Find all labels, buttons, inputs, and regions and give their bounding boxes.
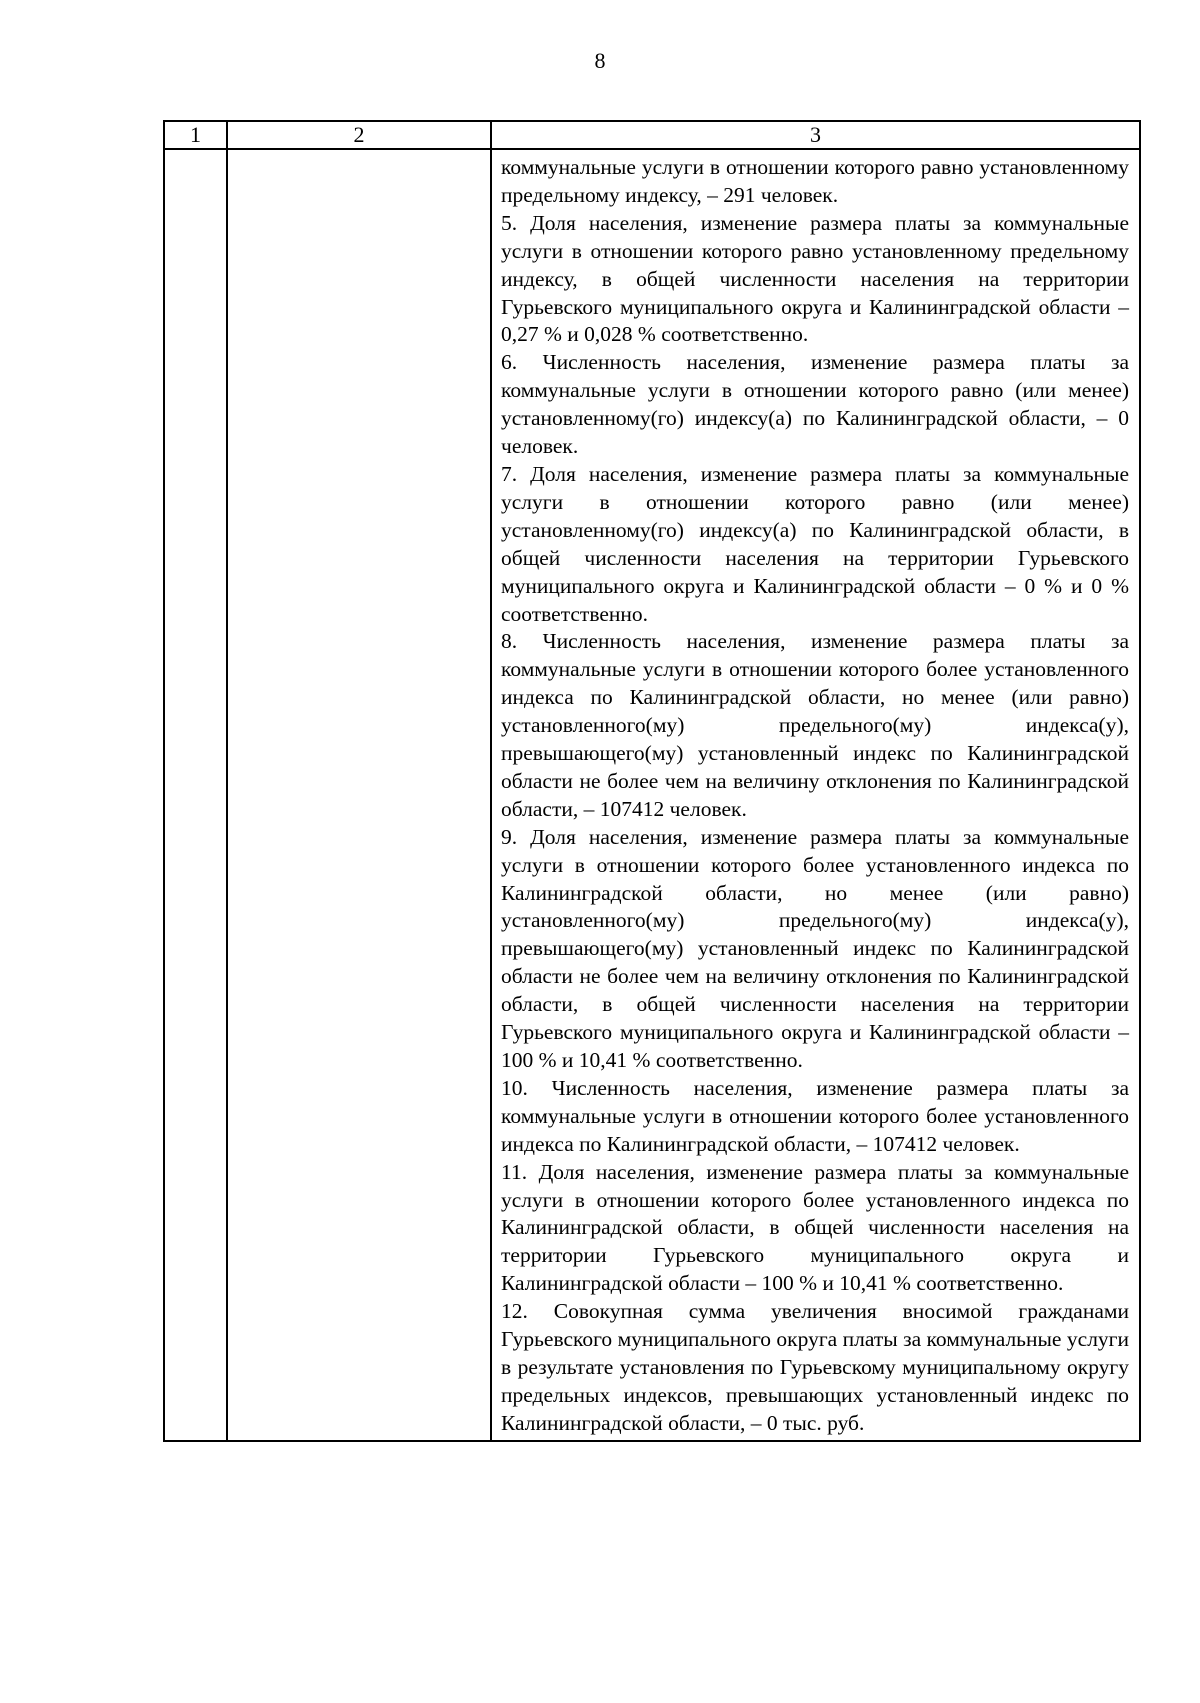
paragraph-8: 8. Численность населения, изменение размера платы за коммунальные услуги в отношении которого более установленного индекса по Калининградской области, но менее (или равно) установленного(му) предельного(му) индекса(у), превышающего(му) установленный индекс по Калининградской области не более чем на величину отклонения по Калининградской области, – 107412 человек. xyxy=(501,629,1129,821)
table-row xyxy=(164,149,1140,1441)
paragraph-9: 9. Доля населения, изменение размера платы за коммунальные услуги в отношении которого более установленного индекса по Калининградской области, но менее (или равно) установленного(му) предельного(му) индекса(у), превышающего(му) установленный индекс по Калининградской области не более чем на величину отклонения по Калининградской области, в общей численности населения на территории Гурьевского муниципального округа и Калининградской области – 100 % и 10,41 % соответственно. xyxy=(501,824,1129,1072)
paragraph-12: 12. Совокупная сумма увеличения вносимой гражданами Гурьевского муниципального округа платы за коммунальные услуги в результате установления по Гурьевскому муниципальному округу предельных индексов, превышающих установленный индекс по Калининградской области, – 0 тыс. руб. xyxy=(501,1299,1129,1435)
table-header-row xyxy=(164,121,1140,149)
document-table xyxy=(163,120,1141,1442)
cell-column-3 xyxy=(491,149,1140,1441)
cell-column-2 xyxy=(227,149,491,1441)
column-header-3: 3 xyxy=(491,121,1140,149)
paragraph-continuation-4: коммунальные услуги в отношении которого равно установленному предельному индексу, – 291 человек. xyxy=(501,155,1129,207)
cell-column-1 xyxy=(164,149,227,1441)
indicator-list xyxy=(492,150,1139,1440)
column-header-1: 1 xyxy=(164,121,227,149)
paragraph-10: 10. Численность населения, изменение размера платы за коммунальные услуги в отношении которого более установленного индекса по Калининградской области, – 107412 человек. xyxy=(501,1075,1129,1156)
paragraph-6: 6. Численность населения, изменение размера платы за коммунальные услуги в отношении которого равно (или менее) установленному(го) индексу(а) по Калининградской области, – 0 человек. xyxy=(501,350,1129,459)
page-number: 8 xyxy=(594,48,606,73)
column-header-2: 2 xyxy=(227,121,491,149)
paragraph-11: 11. Доля населения, изменение размера платы за коммунальные услуги в отношении которого более установленного индекса по Калининградской области, в общей численности населения на территории Гурьевского муниципального округа и Калининградской области – 100 % и 10,41 % соответственно. xyxy=(501,1159,1129,1296)
paragraph-5: 5. Доля населения, изменение размера платы за коммунальные услуги в отношении которого равно установленному предельному индексу, в общей численности населения на территории Гурьевского муниципального округа и Калининградской области – 0,27 % и 0,028 % соответственно. xyxy=(501,210,1129,347)
paragraph-7: 7. Доля населения, изменение размера платы за коммунальные услуги в отношении которого равно (или менее) установленному(го) индексу(а) по Калининградской области, в общей численности населения на территории Гурьевского муниципального округа и Калининградской области – 0 % и 0 % соответственно. xyxy=(501,461,1129,626)
